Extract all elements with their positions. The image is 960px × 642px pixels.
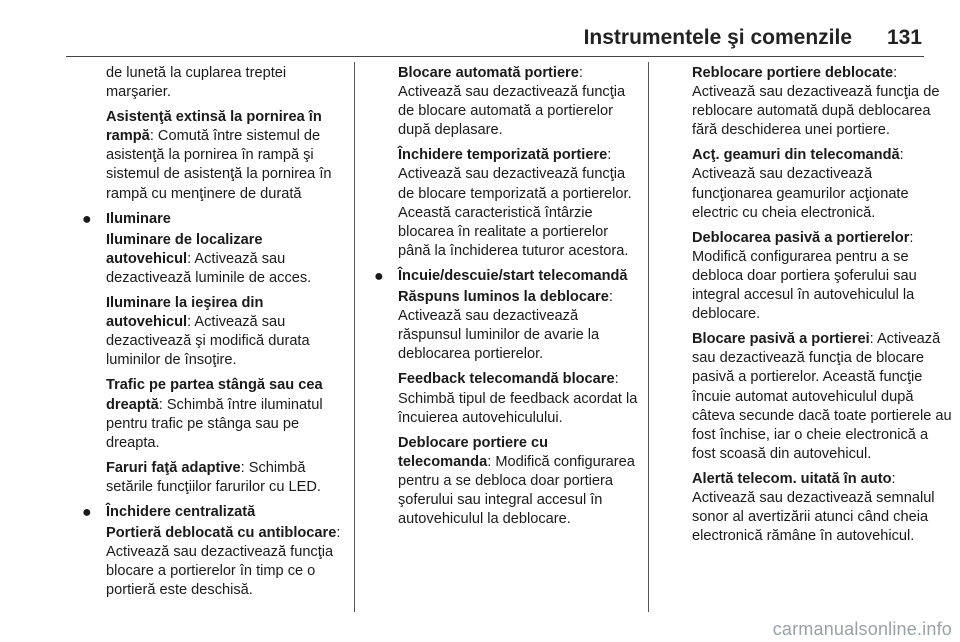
entry-alerta (692, 470, 954, 546)
bullet-label: Iluminare (106, 210, 171, 227)
entry-term: Asistenţă extinsă la pornirea în rampă (106, 109, 322, 145)
entry-desc: : Modifică configurarea pentru a se debloca doar portiera şoferului sau integral accesul în autovehiculul la deblocare. (398, 453, 635, 528)
page-header (0, 0, 960, 56)
column-1 (82, 64, 346, 606)
entry-term: Alertă telecom. uitată în auto (692, 470, 892, 487)
entry-raspuns (398, 288, 638, 364)
entry-term: Faruri faţă adaptive (106, 459, 241, 476)
bullet-icon: ● (374, 267, 384, 285)
entry-desc: : Activează sau dezactivează funcţia de blocare temporizată a portierelor. Această caracteristică întârzie blocarea în realitate a portierelor până la închiderea tuturor acestora. (398, 147, 632, 259)
entry-term: Trafic pe partea stângă sau cea dreaptă (106, 377, 323, 413)
entry-feedback (398, 370, 638, 427)
entry-term: Iluminare de localizare autovehicul (106, 231, 263, 267)
entry-iluminare-iesire (106, 294, 346, 370)
entry-desc: : Activează sau dezactivează funcţionarea geamurilor acţionate electric cu cheia electronică. (692, 147, 909, 221)
entry-term: Portieră deblocată cu antiblocare (106, 525, 337, 542)
entry-asistenta (106, 108, 346, 203)
entry-blocare-pasiva (692, 330, 954, 464)
entry-geamuri (692, 146, 954, 222)
watermark-text: carmanualsonline.info (772, 619, 952, 639)
running-title: Instrumentele şi comenzile (583, 26, 852, 49)
bullet-inchidere (82, 503, 346, 522)
entry-iluminare-localizare (106, 231, 346, 288)
entry-reblocare (692, 64, 954, 140)
entry-deblocare-pasiva (692, 229, 954, 324)
entry-term: Răspuns luminos la deblocare (398, 289, 609, 306)
entry-term: Reblocare portiere deblocate (692, 65, 894, 81)
column-divider-1 (354, 62, 355, 612)
entry-desc: : Activează sau dezactivează funcţia de reblocare automată după deblocarea fără deschiderea unei portiere. (692, 65, 940, 139)
paragraph-intro: de lunetă la cuplarea treptei marşarier. (106, 65, 287, 101)
entry-desc: : Activează sau dezactivează funcţia de blocare automată a portierelor după deplasare. (398, 65, 626, 139)
entry-desc: : Activează sau dezactivează funcţia de blocare pasivă a portierelor. Această funcţie încuie automat autovehiculul după câteva secunde dacă toate portierele au fost închise, iar o cheie electronică a fost scoasă din autovehicul. (692, 331, 952, 462)
entry-inchidere-temp (398, 146, 638, 261)
header-divider (66, 56, 924, 57)
entry-term: Deblocarea pasivă a portierelor (692, 229, 910, 246)
entry-term: Închidere temporizată portiere (398, 147, 608, 164)
entry-desc: : Comută între sistemul de asistenţă la pornirea în rampă şi sistemul de asistenţă la pornirea în rampă cu menţinere de durată (106, 128, 332, 202)
entry-term: Acţ. geamuri din telecomandă (692, 147, 900, 164)
entry-desc: : Schimbă setările funcţiilor farurilor cu LED. (106, 459, 321, 495)
page-number: 131 (886, 26, 922, 49)
entry-term: Blocare automată portiere (398, 65, 579, 81)
bullet-iluminare (82, 210, 346, 229)
entry-desc: : Activează sau dezactivează semnalul sonor al avertizării atunci când cheia electronică rămâne în autovehicul. (692, 470, 935, 545)
entry-term: Blocare pasivă a portierei (692, 331, 870, 348)
bullet-label: Închidere centralizată (106, 503, 256, 520)
bullet-icon: ● (82, 210, 92, 228)
column-2 (374, 64, 638, 535)
column-3 (692, 64, 954, 552)
entry-desc: : Schimbă între iluminatul pentru trafic pe stânga sau pe dreapta. (106, 396, 323, 451)
entry-desc: : Activează sau dezactivează şi modifică durata luminilor de însoţire. (106, 314, 310, 369)
entry-desc: : Activează sau dezactivează funcţia blocare a portierelor în timp ce o portieră este deschisă. (106, 525, 341, 599)
entry-desc: : Activează sau dezactivează răspunsul luminilor de avarie la deblocarea portierelor. (398, 289, 613, 363)
entry-desc: : Modifică configurarea pentru a se debloca doar portiera şoferului sau integral accesul în autovehiculul la deblocare. (692, 229, 917, 323)
entry-blocare-auto (398, 64, 638, 140)
entry-trafic (106, 376, 346, 452)
entry-term: Iluminare la ieşirea din autovehicul (106, 295, 264, 331)
entry-term: Deblocare portiere cu telecomanda (398, 434, 549, 470)
entry-desc: : Activează sau dezactivează luminile de acces. (106, 250, 312, 286)
entry-portiera (106, 524, 346, 600)
column-divider-2 (648, 62, 649, 612)
entry-faruri (106, 459, 346, 497)
entry-term: Feedback telecomandă blocare (398, 371, 615, 388)
bullet-label: Încuie/descuie/start telecomandă (398, 267, 628, 284)
bullet-icon: ● (82, 503, 92, 521)
entry-deblocare (398, 434, 638, 529)
entry-desc: : Schimbă tipul de feedback acordat la încuierea autovehiculului. (398, 371, 638, 426)
bullet-telecomanda (374, 267, 638, 286)
